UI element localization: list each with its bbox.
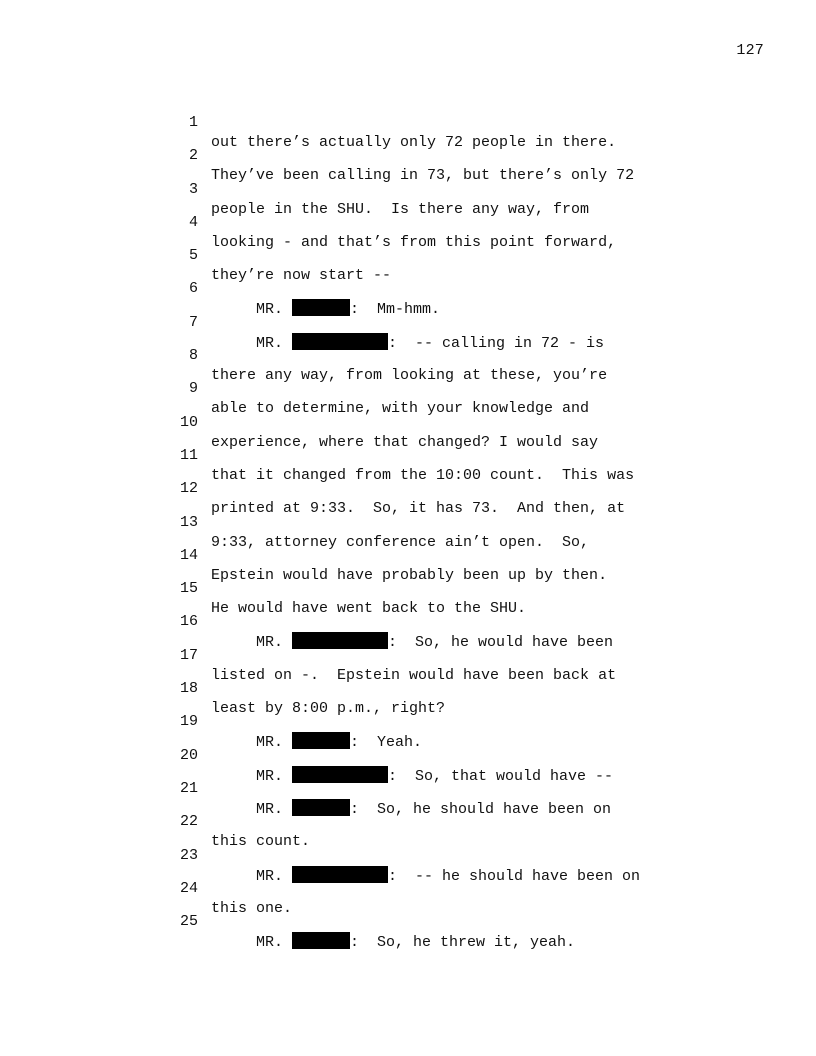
line-text: listed on -. Epstein would have been back at [211, 666, 617, 684]
transcript-line [160, 326, 720, 385]
redaction-bar [292, 932, 350, 949]
speaker-prefix: MR. [211, 634, 293, 652]
line-number: 11 [179, 446, 198, 464]
speaker-utterance: : So, he would have been [388, 634, 614, 652]
line-number: 17 [179, 646, 198, 664]
line-text: they’re now start -- [211, 267, 392, 285]
line-number: 2 [188, 147, 198, 165]
speaker-prefix: MR. [211, 301, 293, 319]
line-text: printed at 9:33. So, it has 73. And then, at [211, 500, 626, 518]
speaker-prefix: MR. [211, 800, 293, 818]
transcript-line [160, 592, 720, 652]
transcript-line [160, 160, 720, 218]
speaker-utterance: : So, that would have -- [388, 767, 614, 785]
line-number: 15 [179, 580, 198, 598]
line-number: 18 [179, 680, 198, 698]
line-number: 6 [188, 280, 198, 298]
speaker-utterance: : Yeah. [350, 734, 423, 752]
line-number: 7 [188, 313, 198, 331]
transcript-line [160, 193, 720, 251]
line-text: He would have went back to the SHU. [211, 600, 527, 618]
transcript-line [160, 426, 720, 484]
transcript-line [160, 692, 720, 752]
line-number: 19 [179, 713, 198, 731]
line-number: 20 [179, 746, 198, 764]
line-text: looking - and that’s from this point forward, [211, 233, 617, 251]
speaker-prefix: MR. [211, 934, 293, 952]
line-number: 4 [188, 213, 198, 231]
line-text: this count. [211, 833, 311, 851]
transcript-line [160, 559, 720, 618]
line-text: there any way, from looking at these, you’re [211, 367, 608, 385]
speaker-prefix: MR. [211, 734, 293, 752]
speaker-utterance: : -- calling in 72 - is [388, 334, 605, 352]
speaker-utterance: : -- he should have been on [388, 867, 641, 885]
transcript-line [160, 393, 720, 451]
transcript-line [160, 359, 720, 418]
line-number: 22 [179, 813, 198, 831]
line-number: 14 [179, 546, 198, 564]
line-number: 10 [179, 413, 198, 431]
line-number: 1 [188, 114, 198, 131]
line-number: 24 [179, 879, 198, 897]
line-text: They’ve been calling in 73, but there’s only 72 [211, 167, 635, 185]
line-number: 3 [188, 180, 198, 198]
transcript-line [160, 859, 720, 917]
line-text: people in the SHU. Is there any way, from [211, 200, 590, 218]
transcript-line [160, 759, 720, 818]
line-text: able to determine, with your knowledge and [211, 400, 590, 418]
line-number: 12 [179, 480, 198, 498]
line-number: 23 [179, 846, 198, 864]
line-number: 9 [188, 380, 198, 398]
transcript-line [160, 459, 720, 518]
transcript-line [160, 892, 720, 952]
speaker-utterance: : So, he should have been on [350, 800, 612, 818]
line-text: 9:33, attorney conference ain’t open. So, [211, 533, 590, 551]
transcript-line [160, 493, 720, 551]
line-text: Epstein would have probably been up by then. [211, 566, 608, 584]
line-text: experience, where that changed? I would say [211, 433, 599, 451]
speaker-utterance: : Mm-hmm. [350, 301, 441, 319]
line-number: 21 [179, 779, 198, 797]
speaker-prefix: MR. [211, 867, 293, 885]
transcript-line [160, 526, 720, 584]
line-number: 16 [179, 613, 198, 631]
speaker-prefix: MR. [211, 334, 293, 352]
line-text: this one. [211, 899, 293, 917]
transcript-line [160, 93, 720, 151]
speaker-line [211, 932, 575, 953]
speaker-prefix: MR. [211, 767, 293, 785]
transcript-line [160, 226, 720, 285]
transcript-body [160, 93, 720, 952]
speaker-utterance: : So, he threw it, yeah. [350, 934, 576, 952]
line-number: 8 [188, 347, 198, 365]
line-number: 25 [179, 913, 198, 931]
line-number: 13 [179, 513, 198, 531]
line-text: that it changed from the 10:00 count. This was [211, 466, 635, 484]
page-number: 127 [736, 42, 764, 59]
transcript-line [160, 659, 720, 718]
transcript-line [160, 726, 720, 785]
transcript-line [160, 126, 720, 185]
line-number: 5 [188, 247, 198, 265]
transcript-line [160, 792, 720, 851]
transcript-line [160, 826, 720, 885]
transcript-line [160, 626, 720, 684]
line-text: least by 8:00 p.m., right? [211, 700, 446, 718]
transcript-line [160, 259, 720, 319]
transcript-line [160, 293, 720, 352]
line-text: out there’s actually only 72 people in there. [211, 134, 617, 151]
